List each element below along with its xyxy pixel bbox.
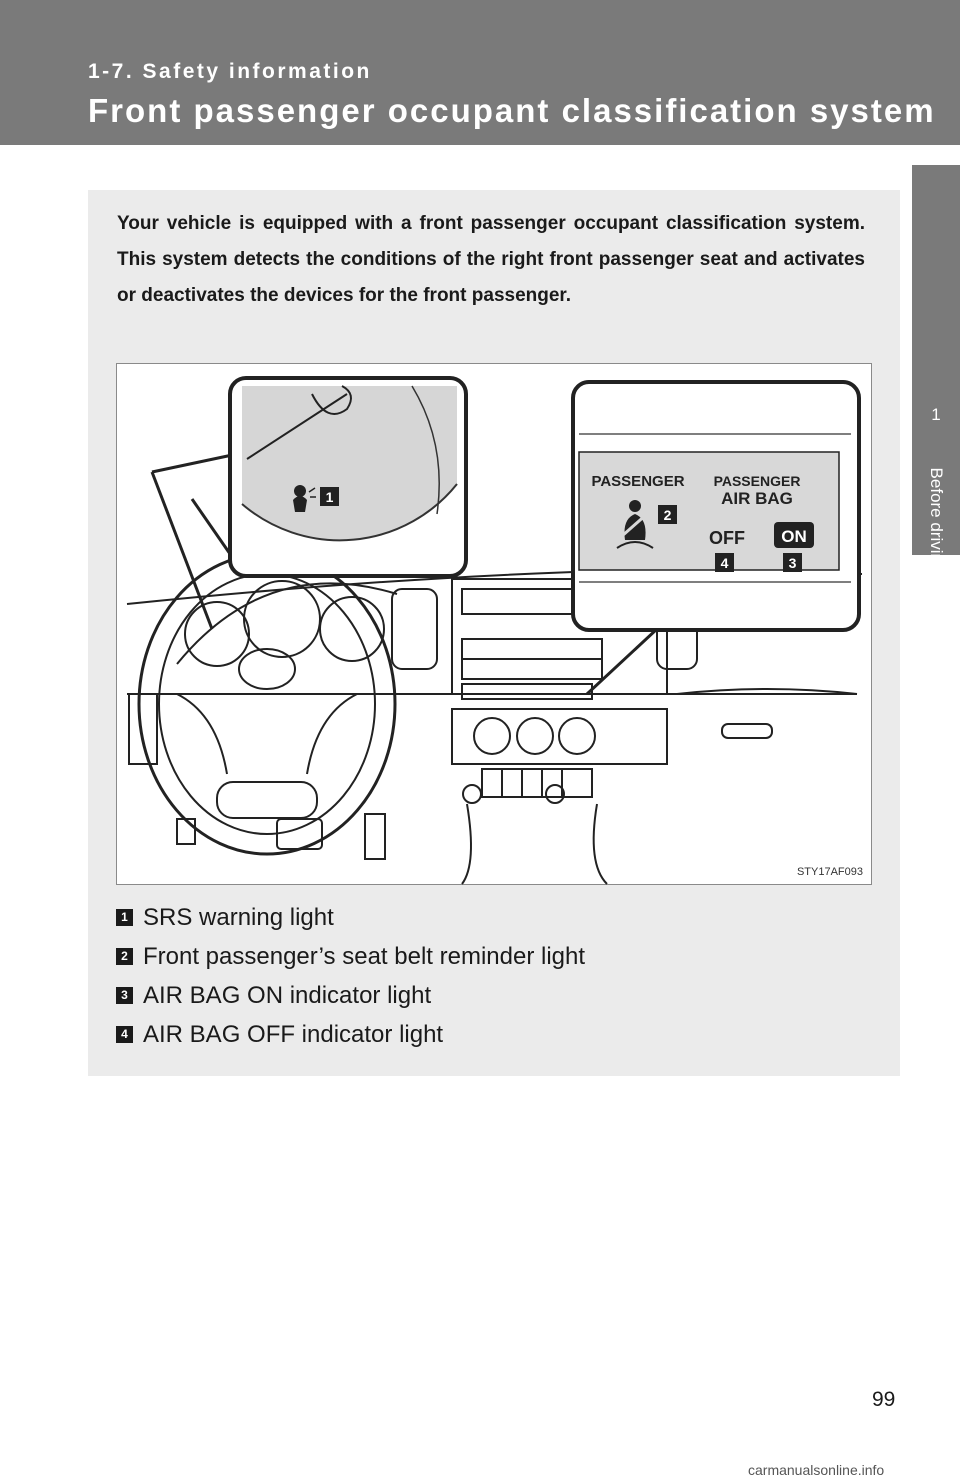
panel-passenger-label: PASSENGER xyxy=(591,473,685,490)
section-label: 1-7. Safety information xyxy=(88,60,372,83)
panel-off-label: OFF xyxy=(709,528,745,548)
legend-number-badge: 2 xyxy=(116,948,133,965)
legend-list xyxy=(116,898,585,1054)
legend-number-badge: 1 xyxy=(116,909,133,926)
dashboard-illustration xyxy=(117,364,873,886)
legend-item xyxy=(116,937,585,976)
legend-text: AIR BAG ON indicator light xyxy=(143,981,432,1009)
legend-item xyxy=(116,1015,585,1054)
legend-text: AIR BAG OFF indicator light xyxy=(143,1020,444,1048)
watermark-link[interactable]: carmanualsonline.info xyxy=(748,1462,885,1478)
chapter-number: 1 xyxy=(931,405,941,424)
intro-text: Your vehicle is equipped with a front passenger occupant classification system. This system detects the conditions of the right front passenger seat and activates or deactivates the devices for the front passenger. xyxy=(117,213,865,306)
callout-4: 4 xyxy=(720,555,729,571)
page-header xyxy=(0,0,960,145)
legend-text: SRS warning light xyxy=(143,903,334,931)
panel-airbag-top: PASSENGER xyxy=(713,473,801,489)
dashboard-figure xyxy=(116,363,872,885)
legend-item xyxy=(116,898,585,937)
legend-text: Front passenger’s seat belt reminder light xyxy=(143,942,586,970)
chapter-label: Before driving xyxy=(927,467,946,573)
side-tab-top xyxy=(912,165,960,380)
legend-item xyxy=(116,976,585,1015)
callout-3: 3 xyxy=(788,555,797,571)
panel-on-label: ON xyxy=(781,527,807,546)
callout-1: 1 xyxy=(325,489,334,505)
passenger-indicator-panel xyxy=(579,452,839,570)
page-title: Front passenger occupant classification system xyxy=(88,92,936,129)
page-number: 99 xyxy=(872,1388,896,1411)
figure-code: STY17AF093 xyxy=(796,866,863,878)
callout-2: 2 xyxy=(663,507,672,523)
legend-number-badge: 4 xyxy=(116,1026,133,1043)
legend-number-badge: 3 xyxy=(116,987,133,1004)
panel-airbag-bottom: AIR BAG xyxy=(721,489,793,508)
